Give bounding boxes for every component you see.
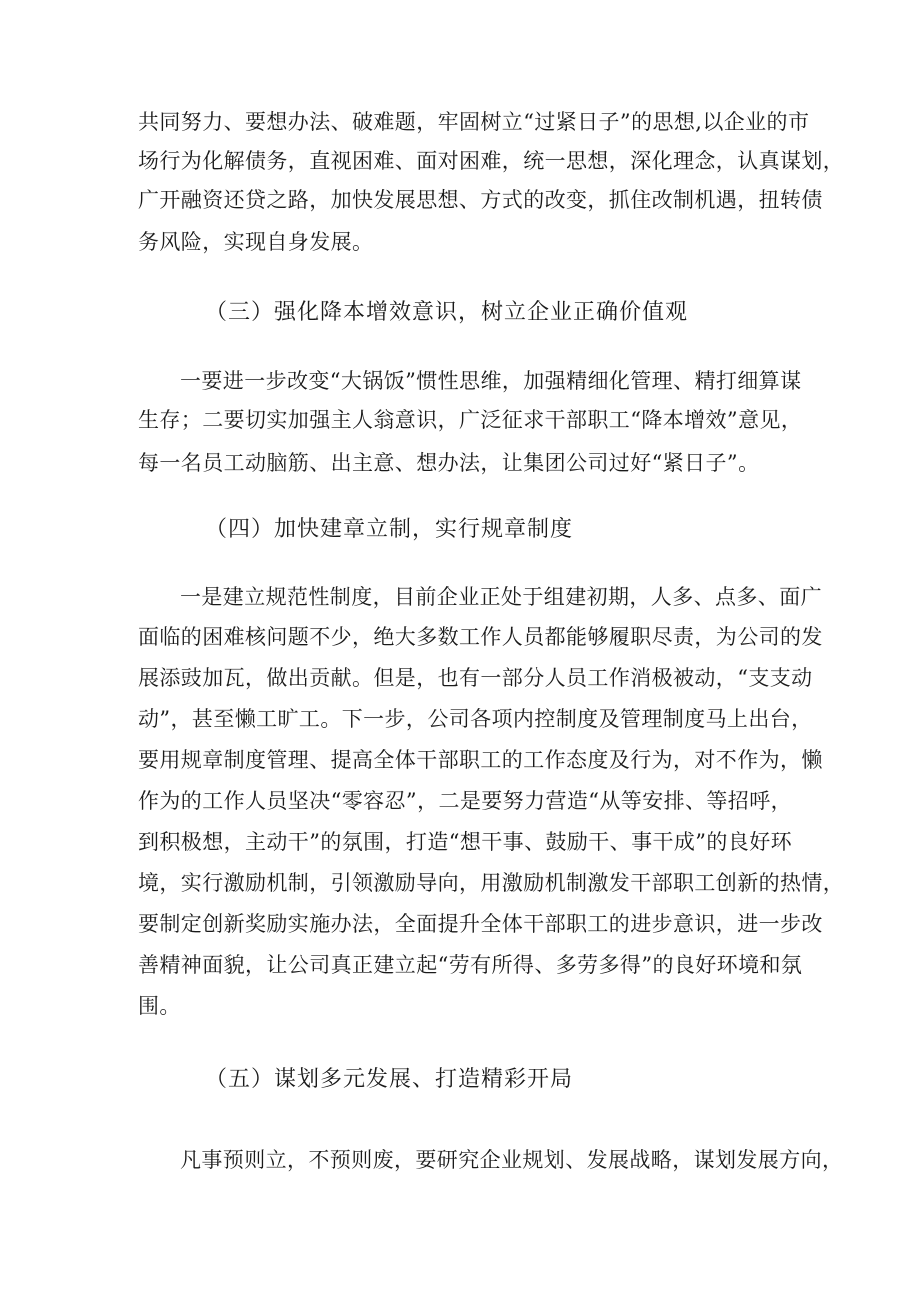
paragraph-line: 务风险，实现自身发展。 bbox=[138, 230, 374, 254]
paragraph-line: 要用规章制度管理、提高全体干部职工的工作态度及行为，对不作为，懒 bbox=[138, 748, 823, 772]
paragraph-line: 到积极想，主动干”的氛围，打造“想干事、鼓励干、事干成”的良好环 bbox=[138, 830, 793, 854]
paragraph-line: 广开融资还贷之路，加快发展思想、方式的改变，抓住改制机遇，扭转债 bbox=[138, 188, 823, 212]
paragraph-line: 每一名员工动脑筋、出主意、想办法，让集团公司过好“紧日子”。 bbox=[138, 451, 760, 475]
paragraph-line: 展添豉加瓦，做出贡献。但是，也有一部分人员工作消极被动，“支支动 bbox=[138, 666, 813, 690]
paragraph-line: 生存；二要切实加强主人翁意识，广泛征求干部职工“降本增效”意见， bbox=[138, 408, 803, 432]
section-heading-3: （三）强化降本增效意识，树立企业正确价值观 bbox=[205, 300, 689, 325]
section-heading-5: （五）谋划多元发展、打造精彩开局 bbox=[205, 1067, 574, 1092]
paragraph-line: 一要进一步改变“大锅饭”惯性思维，加强精细化管理、精打细算谋 bbox=[180, 369, 802, 393]
paragraph-line: 一是建立规范性制度，目前企业正处于组建初期，人多、点多、面广 bbox=[180, 585, 822, 609]
section-heading-4: （四）加快建章立制，实行规章制度 bbox=[205, 517, 574, 542]
paragraph-line: 凡事预则立，不预则废，要研究企业规划、发展战略，谋划发展方向， bbox=[180, 1148, 844, 1172]
paragraph-line: 境，实行激励机制，引领激励导向，用激励机制激发干部职工创新的热情， bbox=[138, 871, 845, 895]
paragraph-line: 动”，甚至懒工旷工。下一步，公司各项内控制度及管理制度马上出台， bbox=[138, 707, 813, 731]
paragraph-line: 要制定创新奖励实施办法，全面提升全体干部职工的进步意识，进一步改 bbox=[138, 912, 823, 936]
paragraph-line: 共同努力、要想办法、破难题，牢固树立“过紧日子”的思想,以企业的市 bbox=[138, 110, 810, 134]
paragraph-line: 面临的困难核问题不少，绝大多数工作人员都能够履职尽责，为公司的发 bbox=[138, 625, 823, 649]
paragraph-line: 善精神面貌，让公司真正建立起“劳有所得、多劳多得”的良好环境和氛 bbox=[138, 953, 803, 977]
paragraph-line: 作为的工作人员坚决“零容忍”，二是要努力营造“从等安排、等招呼， bbox=[138, 789, 793, 813]
paragraph-line: 场行为化解债务，直视困难、面对困难，统一思想，深化理念，认真谋划， bbox=[138, 149, 845, 173]
paragraph-line: 围。 bbox=[138, 994, 181, 1018]
